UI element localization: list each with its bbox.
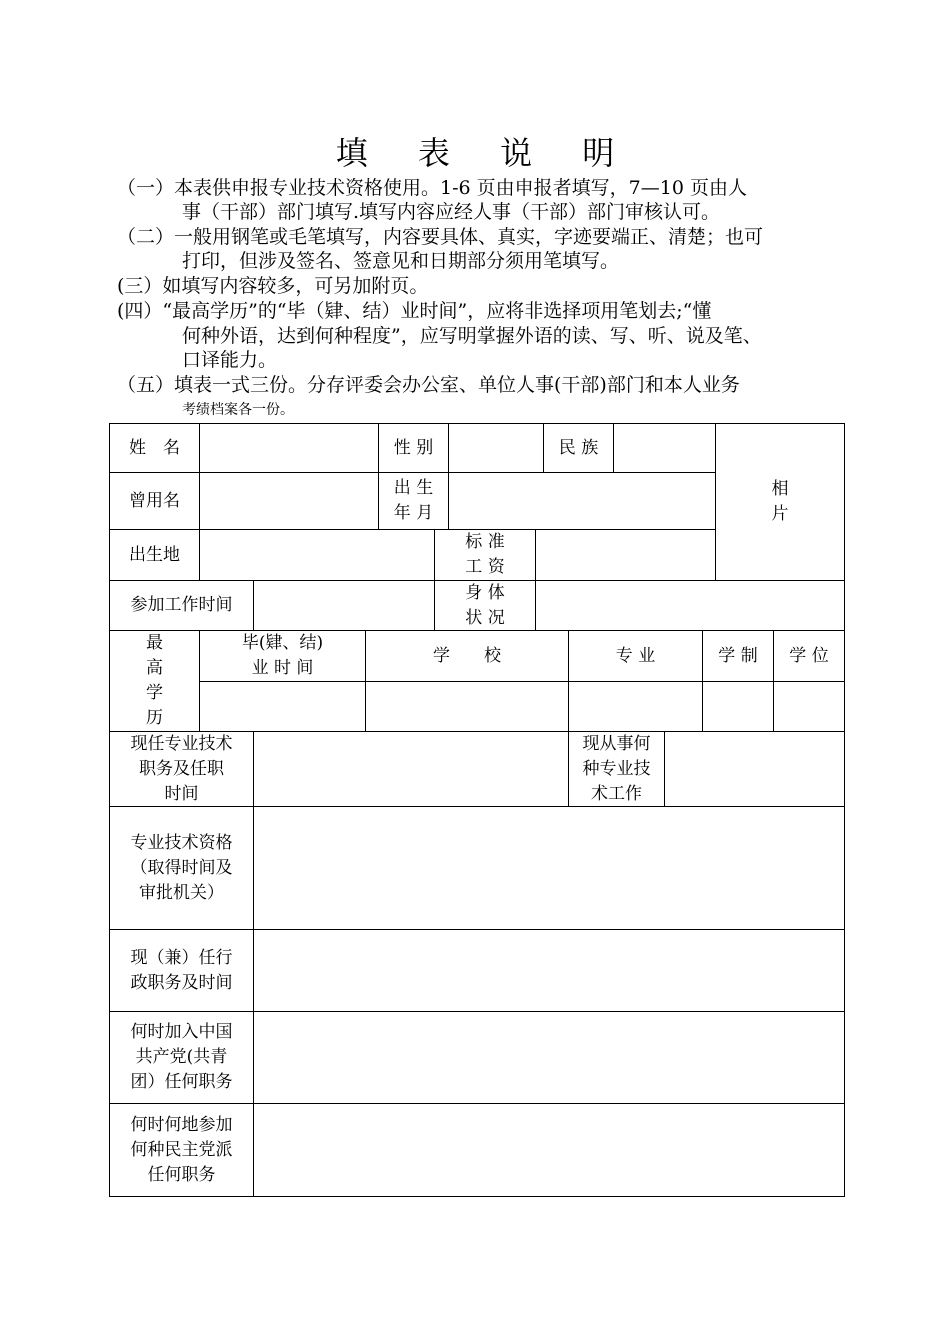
- ethnicity-label: 民 族: [558, 437, 599, 458]
- education-label: 最 高 学 历: [146, 633, 163, 728]
- instruction-line: (三）如填写内容较多，可另加附页。: [117, 275, 429, 297]
- schooling-years-label: 学 制: [718, 645, 758, 666]
- school-label: 学 校: [433, 645, 501, 666]
- page-title: 填 表 说 明: [335, 134, 635, 172]
- instruction-line: (四）“最高学历”的“毕（肄、结）业时间”，应将非选择项用笔划去;“懂: [117, 300, 712, 322]
- work-start-label: 参加工作时间: [130, 595, 233, 615]
- democratic-party-label: 何时何地参加 何种民主党派 任何职务: [130, 1114, 233, 1185]
- admin-post-label: 现（兼）任行 政职务及时间: [130, 947, 233, 993]
- current-work-label: 现从事何 种专业技 术工作: [582, 733, 651, 804]
- degree-label: 学 位: [789, 645, 829, 666]
- instruction-line: 事（干部）部门填写.填写内容应经人事（干部）部门审核认可。: [182, 201, 721, 223]
- birth-date-label: 出 生 年 月: [393, 478, 434, 523]
- instruction-line: 考绩档案各一份。: [182, 402, 294, 418]
- instruction-line: 口译能力。: [182, 349, 278, 371]
- name-label: 姓 名: [129, 437, 180, 458]
- qualification-label: 专业技术资格 （取得时间及 审批机关）: [130, 832, 233, 903]
- instruction-line: 打印，但涉及签名、签意见和日期部分须用笔填写。: [182, 250, 620, 272]
- standard-wage-label: 标 准 工 资: [465, 532, 505, 577]
- grad-time-label: 毕(肄、结) 业 时 间: [241, 633, 324, 678]
- health-label: 身 体 状 况: [465, 582, 505, 628]
- instruction-line: 何种外语，达到何种程度”，应写明掌握外语的读、写、听、说及笔、: [182, 325, 762, 347]
- party-label: 何时加入中国 共产党(共青 团）任何职务: [130, 1022, 233, 1092]
- instruction-line: （一）本表供申报专业技术资格使用。1-6 页由申报者填写，7—10 页由人: [117, 177, 747, 199]
- former-name-label: 曾用名: [129, 490, 180, 511]
- major-label: 专 业: [615, 645, 656, 666]
- instruction-line: （二）一般用钢笔或毛笔填写，内容要具体、真实，字迹要端正、清楚；也可: [117, 226, 764, 248]
- birthplace-label: 出生地: [129, 544, 180, 565]
- instruction-line: （五）填表一式三份。分存评委会办公室、单位人事(干部)部门和本人业务: [117, 374, 740, 396]
- current-title-label: 现任专业技术 职务及任职 时间: [130, 733, 233, 804]
- gender-label: 性 别: [393, 437, 434, 458]
- photo-label: 相 片: [771, 479, 789, 524]
